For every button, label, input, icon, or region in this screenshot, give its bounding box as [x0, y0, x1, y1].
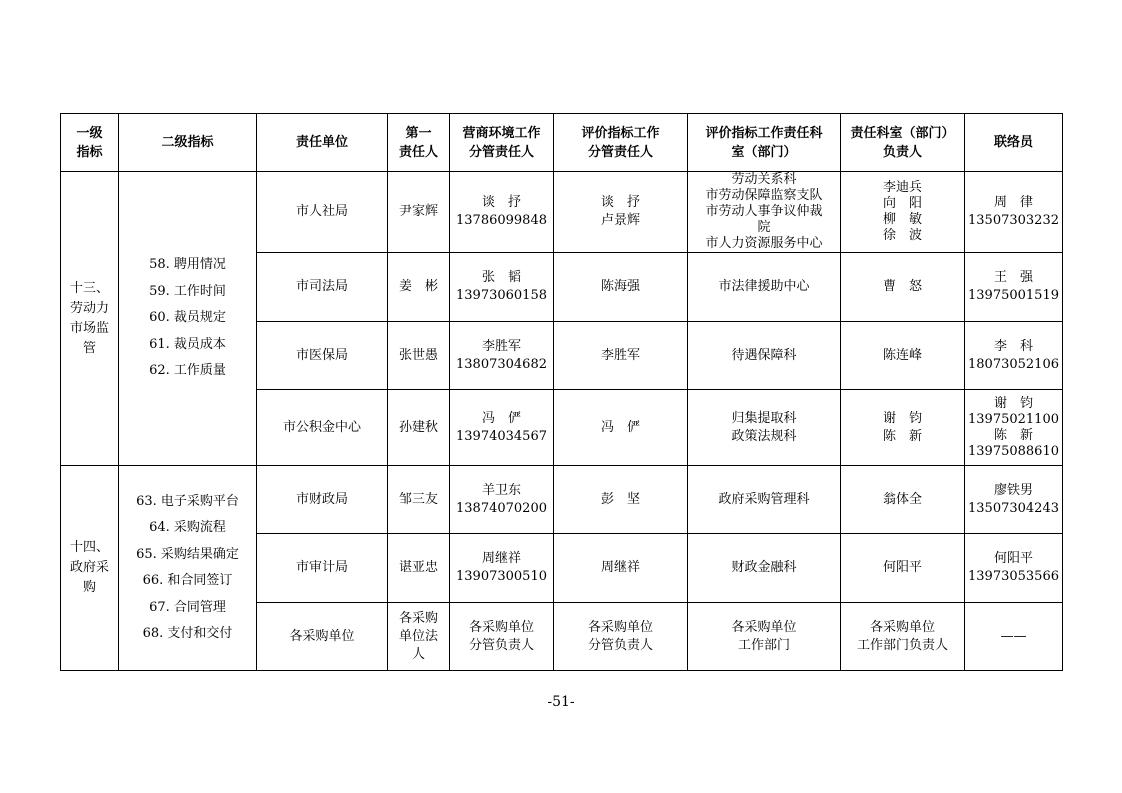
eval-responsible-cell: 陈海强 — [554, 253, 688, 322]
secondary-item: 59. 工作时间 — [149, 283, 226, 299]
department-cell: 各采购单位 工作部门 — [688, 603, 841, 671]
department-cell: 市法律援助中心 — [688, 253, 841, 322]
liaison-cell: —— — [965, 603, 1063, 671]
business-responsible-cell: 各采购单位 分管负责人 — [450, 603, 554, 671]
header-first-responsible: 第一 责任人 — [388, 114, 450, 172]
department-head-cell: 何阳平 — [841, 534, 965, 603]
first-responsible-cell: 姜 彬 — [388, 253, 450, 322]
liaison-cell: 谢 钧 13975021100 陈 新 13975088610 — [965, 390, 1063, 466]
business-responsible-cell: 张 韬 13973060158 — [450, 253, 554, 322]
department-cell: 劳动关系科 市劳动保障监察支队 市劳动人事争议仲裁 院 市人力资源服务中心 — [688, 172, 841, 253]
primary-indicator-13: 十三、 劳动力 市场监 管 — [61, 172, 119, 466]
liaison-cell: 何阳平 13973053566 — [965, 534, 1063, 603]
department-head-cell: 谢 钧 陈 新 — [841, 390, 965, 466]
unit-cell: 市财政局 — [257, 466, 388, 534]
secondary-item: 62. 工作质量 — [149, 363, 226, 379]
unit-cell: 市医保局 — [257, 322, 388, 390]
liaison-cell: 周 律 13507303232 — [965, 172, 1063, 253]
header-secondary-indicator: 二级指标 — [119, 114, 257, 172]
secondary-item: 67. 合同管理 — [149, 599, 226, 615]
department-cell: 政府采购管理科 — [688, 466, 841, 534]
unit-cell: 各采购单位 — [257, 603, 388, 671]
header-department-head: 责任科室（部门） 负责人 — [841, 114, 965, 172]
business-responsible-cell: 李胜军 13807304682 — [450, 322, 554, 390]
eval-responsible-cell: 谈 抒 卢景辉 — [554, 172, 688, 253]
business-responsible-cell: 羊卫东 13874070200 — [450, 466, 554, 534]
eval-responsible-cell: 各采购单位 分管负责人 — [554, 603, 688, 671]
department-head-cell: 曹 怒 — [841, 253, 965, 322]
department-cell: 待遇保障科 — [688, 322, 841, 390]
department-cell: 归集提取科 政策法规科 — [688, 390, 841, 466]
header-business-env-responsible: 营商环境工作 分管责任人 — [450, 114, 554, 172]
secondary-item: 64. 采购流程 — [149, 520, 226, 535]
eval-responsible-cell: 冯 俨 — [554, 390, 688, 466]
page-number: -51- — [547, 694, 575, 710]
business-responsible-cell: 周继祥 13907300510 — [450, 534, 554, 603]
unit-cell: 市审计局 — [257, 534, 388, 603]
table-row — [61, 466, 1063, 534]
department-head-cell: 各采购单位 工作部门负责人 — [841, 603, 965, 671]
first-responsible-cell: 各采购 单位法 人 — [388, 603, 450, 671]
department-head-cell: 翁体全 — [841, 466, 965, 534]
department-cell: 财政金融科 — [688, 534, 841, 603]
table-header-row — [61, 114, 1063, 172]
header-eval-responsible: 评价指标工作 分管责任人 — [554, 114, 688, 172]
secondary-item: 58. 聘用情况 — [149, 257, 226, 273]
eval-responsible-cell: 李胜军 — [554, 322, 688, 390]
primary-indicator-14: 十四、 政府采 购 — [61, 466, 119, 671]
liaison-cell: 王 强 13975001519 — [965, 253, 1063, 322]
liaison-cell: 廖铁男 13507304243 — [965, 466, 1063, 534]
first-responsible-cell: 尹家辉 — [388, 172, 450, 253]
business-responsible-cell: 冯 俨 13974034567 — [450, 390, 554, 466]
first-responsible-cell: 孙建秋 — [388, 390, 450, 466]
secondary-item: 60. 裁员规定 — [149, 310, 226, 326]
secondary-item: 68. 支付和交付 — [142, 626, 233, 641]
secondary-item: 65. 采购结果确定 — [136, 546, 239, 562]
header-primary-indicator: 一级 指标 — [61, 114, 119, 172]
header-responsible-unit: 责任单位 — [257, 114, 388, 172]
table-row — [61, 172, 1063, 253]
unit-cell: 市人社局 — [257, 172, 388, 253]
secondary-item: 61. 裁员成本 — [149, 336, 226, 352]
department-head-cell: 陈连峰 — [841, 322, 965, 390]
first-responsible-cell: 邹三友 — [388, 466, 450, 534]
header-liaison: 联络员 — [965, 114, 1063, 172]
department-head-cell: 李迪兵 向 阳 柳 敏 徐 波 — [841, 172, 965, 253]
unit-cell: 市司法局 — [257, 253, 388, 322]
secondary-indicators-13 — [119, 172, 257, 466]
liaison-cell: 李 科 18073052106 — [965, 322, 1063, 390]
unit-cell: 市公积金中心 — [257, 390, 388, 466]
first-responsible-cell: 张世愚 — [388, 322, 450, 390]
responsibility-table — [60, 113, 1063, 671]
eval-responsible-cell: 彭 坚 — [554, 466, 688, 534]
secondary-item: 66. 和合同签订 — [142, 573, 233, 588]
secondary-indicators-14 — [119, 466, 257, 671]
header-eval-department: 评价指标工作责任科 室（部门） — [688, 114, 841, 172]
secondary-item: 63. 电子采购平台 — [136, 493, 239, 509]
business-responsible-cell: 谈 抒 13786099848 — [450, 172, 554, 253]
first-responsible-cell: 谌亚忠 — [388, 534, 450, 603]
eval-responsible-cell: 周继祥 — [554, 534, 688, 603]
